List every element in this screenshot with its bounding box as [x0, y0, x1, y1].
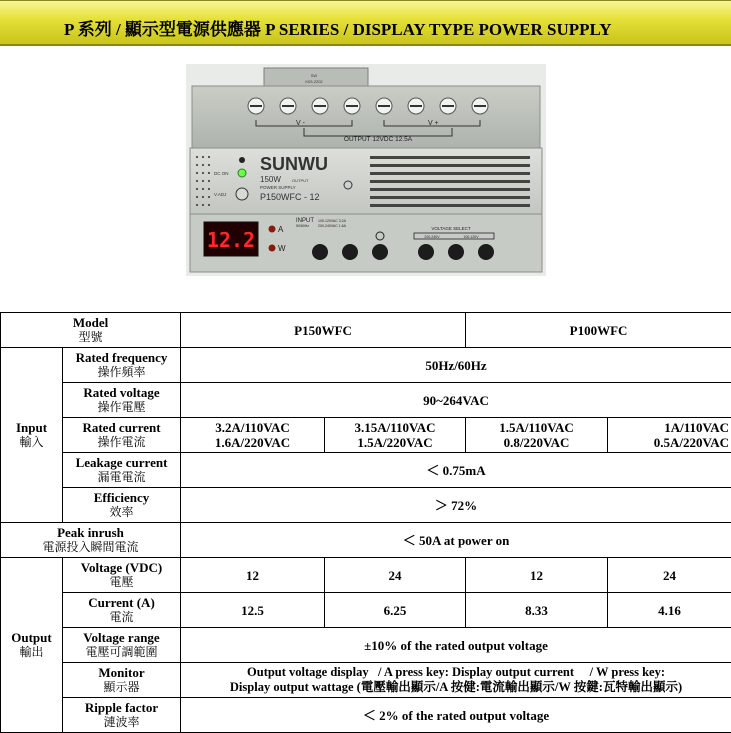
rated-current-label: Rated current 操作電流 [63, 418, 181, 453]
voltage-range-label: Voltage range 電壓可調範圍 [63, 628, 181, 663]
input-spec-1: 100-120VAC 3.2A [318, 219, 347, 223]
table-row [1, 558, 731, 593]
freq-label: 50/60Hz [296, 224, 309, 228]
model-header: Model 型號 [1, 313, 181, 348]
model-p100wfc: P100WFC [466, 313, 731, 348]
wattage-label: 150W [260, 175, 281, 184]
top-label-1: SW [311, 73, 318, 78]
page-header [0, 0, 731, 46]
output-rating-label: OUTPUT 12VDC 12.5A [344, 136, 413, 143]
voltage-label: Voltage (VDC) 電壓 [63, 558, 181, 593]
rated-current-value: 3.15A/110VAC 1.5A/220VAC [325, 418, 466, 453]
monitor-label: Monitor 顯示器 [63, 663, 181, 698]
input-header: Input 輸入 [1, 348, 63, 523]
ripple-factor-value: ＜ 2% of the rated output voltage [181, 698, 731, 733]
v-adj-knob[interactable] [236, 188, 248, 200]
power-supply-label: POWER SUPPLY [260, 185, 296, 190]
v-minus-label: V - [296, 120, 306, 127]
voltage-select-label: VOLTAGE SELECT [431, 226, 471, 231]
current-value: 6.25 [325, 593, 466, 628]
rated-frequency-label: Rated frequency 操作頻率 [63, 348, 181, 383]
efficiency-label: Efficiency 效率 [63, 488, 181, 523]
led-display-value: 12.2 [207, 228, 255, 252]
vs-range-1: 200-240V [424, 235, 440, 239]
a-key-label: A [278, 225, 284, 234]
voltage-value: 24 [325, 558, 466, 593]
model-p150wfc: P150WFC [181, 313, 466, 348]
output-word: OUTPUT [292, 178, 309, 183]
rated-current-value: 3.2A/110VAC 1.6A/220VAC [181, 418, 325, 453]
top-label-2: K03-2202 [305, 79, 323, 84]
table-row [1, 313, 731, 348]
model-label: P150WFC - 12 [260, 192, 320, 202]
table-row [1, 698, 731, 733]
w-key[interactable] [269, 245, 276, 252]
a-key[interactable] [269, 226, 276, 233]
table-row [1, 348, 731, 383]
ripple-factor-label: Ripple factor 漣波率 [63, 698, 181, 733]
dc-on-label: DC ON [214, 171, 229, 176]
dc-on-led [238, 169, 246, 177]
output-header: Output 輸出 [1, 558, 63, 733]
rated-frequency-value: 50Hz/60Hz [181, 348, 731, 383]
indicator-dot [239, 157, 245, 163]
table-row [1, 523, 731, 558]
voltage-value: 12 [181, 558, 325, 593]
current-value: 12.5 [181, 593, 325, 628]
table-row [1, 488, 731, 523]
input-spec-2: 200-240VAC 1.6A [318, 224, 347, 228]
leakage-current-label: Leakage current 漏電電流 [63, 453, 181, 488]
table-row [1, 593, 731, 628]
voltage-value: 24 [608, 558, 731, 593]
vs-range-2: 100-120V [463, 235, 479, 239]
product-photo [186, 64, 546, 276]
table-row [1, 418, 731, 453]
input-label: INPUT [296, 218, 314, 224]
rated-voltage-label: Rated voltage 操作電壓 [63, 383, 181, 418]
spec-table [0, 312, 731, 733]
v-plus-label: V + [428, 120, 439, 127]
rated-current-value: 1.5A/110VAC 0.8/220VAC [466, 418, 608, 453]
rated-voltage-value: 90~264VAC [181, 383, 731, 418]
table-row [1, 628, 731, 663]
voltage-value: 12 [466, 558, 608, 593]
current-value: 8.33 [466, 593, 608, 628]
table-row [1, 383, 731, 418]
current-label: Current (A) 電流 [63, 593, 181, 628]
leakage-current-value: ＜ 0.75mA [181, 453, 731, 488]
monitor-value: Output voltage display / A press key: Display output current / W press key: Display output wattage (電壓輸出顯示/A 按健:電流輸出顯示/W 按鍵:瓦特輸出顯示) [181, 663, 731, 698]
v-adj-label: V.ADJ [214, 192, 226, 197]
w-key-label: W [278, 244, 286, 253]
efficiency-value: ＞ 72% [181, 488, 731, 523]
current-value: 4.16 [608, 593, 731, 628]
table-row [1, 453, 731, 488]
rated-current-value: 1A/110VAC 0.5A/220VAC [608, 418, 731, 453]
peak-inrush-value: ＜ 50A at power on [181, 523, 731, 558]
peak-inrush-label: Peak inrush 電源投入瞬間電流 [1, 523, 181, 558]
page-title: P 系列 / 顯示型電源供應器 P SERIES / DISPLAY TYPE POWER SUPPLY [64, 15, 612, 40]
voltage-range-value: ±10% of the rated output voltage [181, 628, 731, 663]
table-row [1, 663, 731, 698]
brand-logo: SUNWU [260, 154, 328, 174]
